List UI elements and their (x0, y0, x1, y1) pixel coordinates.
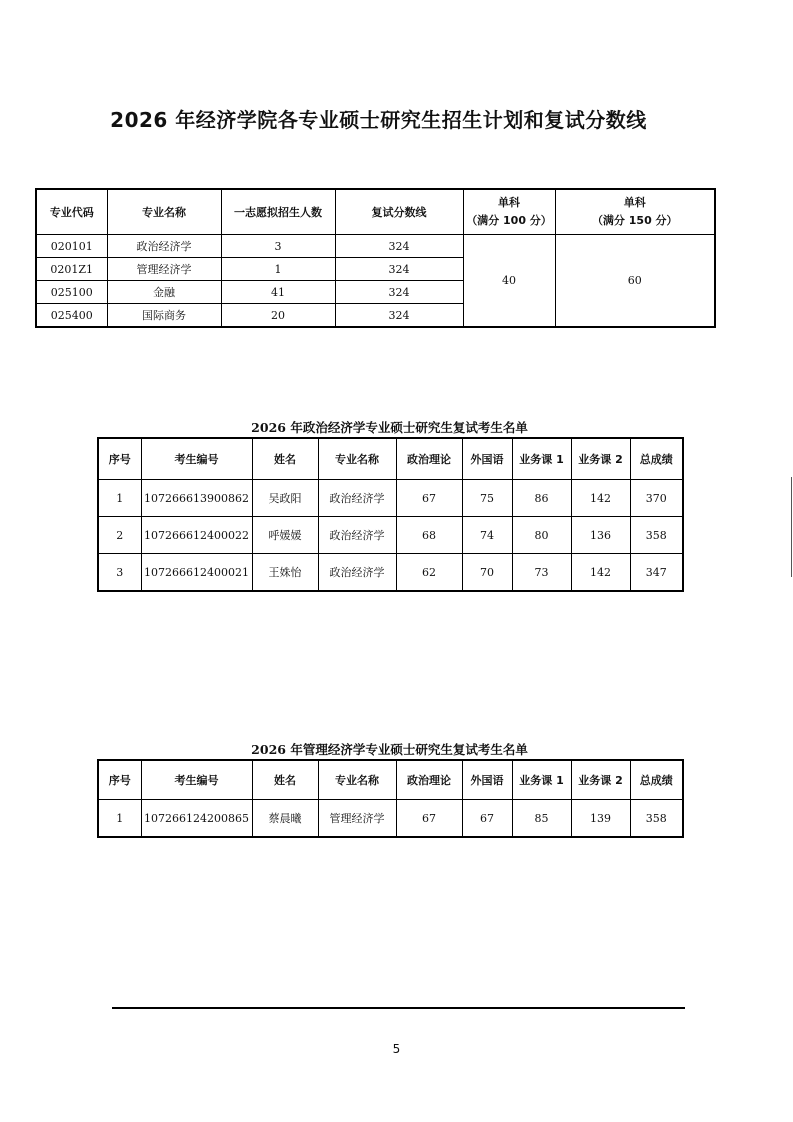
header-name: 姓名 (252, 760, 318, 800)
cell-major-name: 政治经济学 (107, 235, 221, 258)
cell-code: 0201Z1 (36, 258, 107, 281)
cell-foreign: 67 (462, 800, 512, 838)
page-edge-mark (791, 477, 792, 577)
table-row (98, 800, 683, 838)
header-code: 专业代码 (36, 189, 107, 235)
cell-quota: 3 (221, 235, 335, 258)
cell-politics: 67 (396, 480, 462, 517)
cell-name: 呼媛媛 (252, 517, 318, 554)
cell-score-line: 324 (335, 235, 463, 258)
list1-caption: 2026 年政治经济学专业硕士研究生复试考生名单 (251, 420, 528, 435)
header-politics: 政治理论 (396, 438, 462, 480)
table-header-row (98, 760, 683, 800)
header-single-150 (555, 189, 715, 235)
cell-foreign: 75 (462, 480, 512, 517)
header-foreign: 外国语 (462, 438, 512, 480)
footer-divider (112, 1007, 685, 1009)
header-name: 姓名 (252, 438, 318, 480)
list2-caption: 2026 年管理经济学专业硕士研究生复试考生名单 (251, 742, 528, 757)
header-total: 总成绩 (630, 760, 683, 800)
cell-politics: 67 (396, 800, 462, 838)
cell-candidate-id: 107266124200865 (141, 800, 252, 838)
cell-major-name: 管理经济学 (107, 258, 221, 281)
cell-course1: 73 (512, 554, 571, 592)
header-course1: 业务课 1 (512, 438, 571, 480)
cell-course1: 80 (512, 517, 571, 554)
cell-no: 2 (98, 517, 141, 554)
cell-name: 蔡晨曦 (252, 800, 318, 838)
cell-name: 王姝怡 (252, 554, 318, 592)
cell-course2: 142 (571, 480, 630, 517)
table-header-row (36, 189, 715, 235)
cell-major: 政治经济学 (318, 517, 396, 554)
cell-no: 1 (98, 480, 141, 517)
header-single-100 (463, 189, 555, 235)
header-single-100-line1: 单科 (498, 196, 520, 209)
cell-candidate-id: 107266612400021 (141, 554, 252, 592)
cell-single-100: 40 (463, 235, 555, 328)
enrollment-plan-table (35, 188, 716, 328)
cell-foreign: 74 (462, 517, 512, 554)
managerial-economics-candidates-table (97, 759, 684, 838)
political-economy-candidates-table (97, 437, 684, 592)
cell-course2: 139 (571, 800, 630, 838)
cell-major: 政治经济学 (318, 554, 396, 592)
cell-candidate-id: 107266612400022 (141, 517, 252, 554)
header-candidate-id: 考生编号 (141, 438, 252, 480)
cell-total: 358 (630, 517, 683, 554)
header-major-name: 专业名称 (107, 189, 221, 235)
cell-code: 025100 (36, 281, 107, 304)
header-major: 专业名称 (318, 438, 396, 480)
cell-quota: 1 (221, 258, 335, 281)
header-foreign: 外国语 (462, 760, 512, 800)
header-no: 序号 (98, 438, 141, 480)
header-single-100-line2: （满分 100 分） (466, 214, 552, 227)
table-header-row (98, 438, 683, 480)
header-major: 专业名称 (318, 760, 396, 800)
header-candidate-id: 考生编号 (141, 760, 252, 800)
header-course1: 业务课 1 (512, 760, 571, 800)
table-row (98, 517, 683, 554)
header-course2: 业务课 2 (571, 438, 630, 480)
header-politics: 政治理论 (396, 760, 462, 800)
cell-course2: 136 (571, 517, 630, 554)
table-row (98, 554, 683, 592)
cell-no: 3 (98, 554, 141, 592)
cell-quota: 20 (221, 304, 335, 328)
cell-total: 347 (630, 554, 683, 592)
header-no: 序号 (98, 760, 141, 800)
cell-score-line: 324 (335, 258, 463, 281)
page-number: 5 (392, 1042, 401, 1056)
header-total: 总成绩 (630, 438, 683, 480)
cell-major: 管理经济学 (318, 800, 396, 838)
cell-score-line: 324 (335, 304, 463, 328)
cell-politics: 68 (396, 517, 462, 554)
header-single-150-line1: 单科 (623, 196, 646, 209)
header-quota: 一志愿拟招生人数 (221, 189, 335, 235)
cell-single-150: 60 (555, 235, 715, 328)
cell-major-name: 国际商务 (107, 304, 221, 328)
page-title: 2026 年经济学院各专业硕士研究生招生计划和复试分数线 (110, 108, 647, 132)
header-score-line: 复试分数线 (335, 189, 463, 235)
cell-total: 358 (630, 800, 683, 838)
cell-quota: 41 (221, 281, 335, 304)
cell-no: 1 (98, 800, 141, 838)
header-single-150-line2: （满分 150 分） (591, 214, 678, 227)
cell-major-name: 金融 (107, 281, 221, 304)
header-course2: 业务课 2 (571, 760, 630, 800)
cell-course1: 85 (512, 800, 571, 838)
cell-total: 370 (630, 480, 683, 517)
cell-code: 025400 (36, 304, 107, 328)
cell-course1: 86 (512, 480, 571, 517)
cell-politics: 62 (396, 554, 462, 592)
cell-foreign: 70 (462, 554, 512, 592)
cell-score-line: 324 (335, 281, 463, 304)
cell-course2: 142 (571, 554, 630, 592)
cell-code: 020101 (36, 235, 107, 258)
cell-name: 吴政阳 (252, 480, 318, 517)
cell-candidate-id: 107266613900862 (141, 480, 252, 517)
table-row (98, 480, 683, 517)
cell-major: 政治经济学 (318, 480, 396, 517)
table-row (36, 235, 715, 258)
